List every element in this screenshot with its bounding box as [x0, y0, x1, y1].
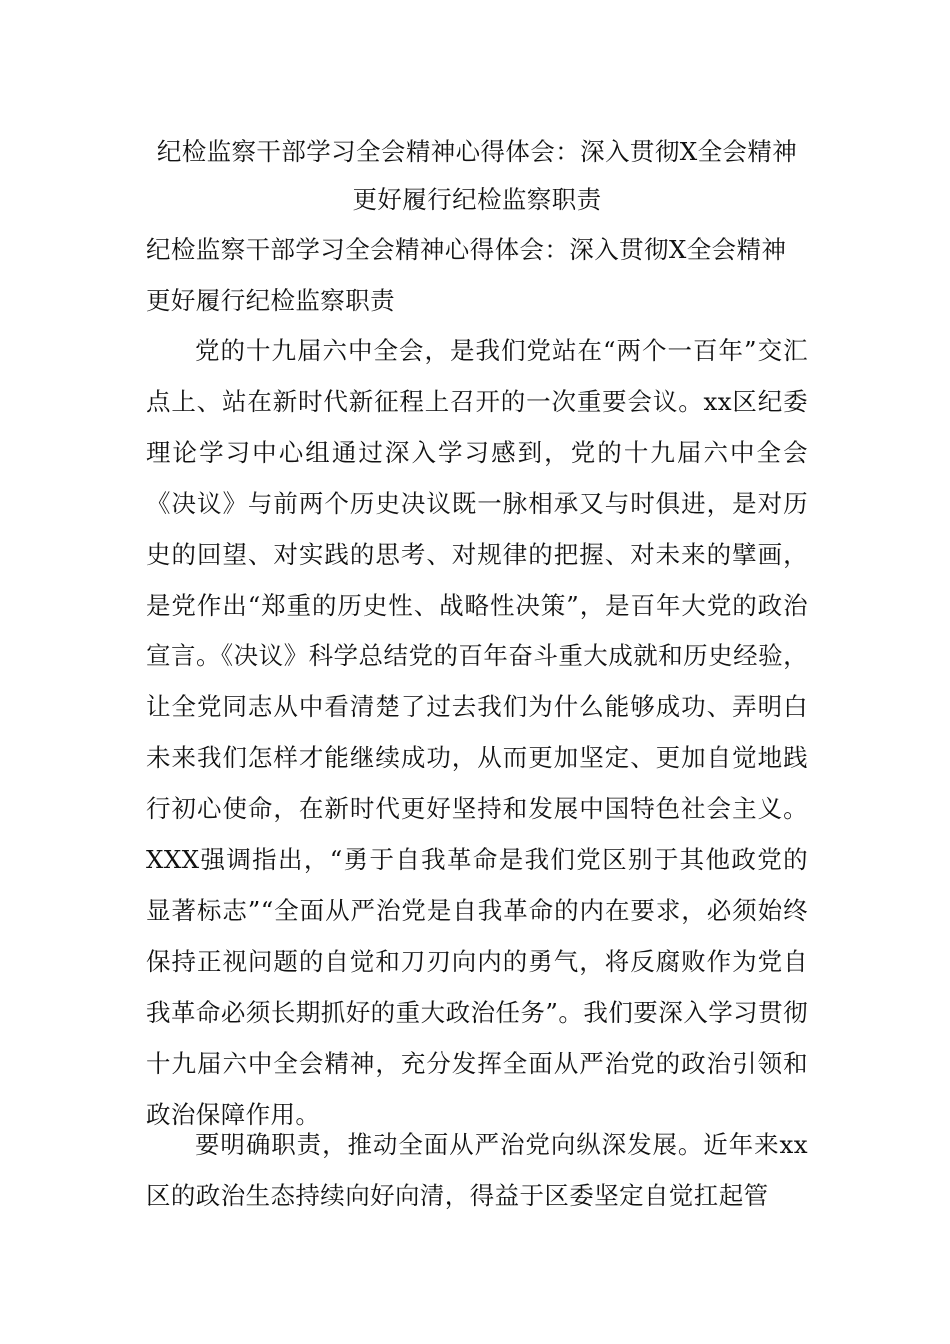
- document-heading: 纪检监察干部学习全会精神心得体会：深入贯彻X全会精神更好履行纪检监察职责: [146, 235, 787, 315]
- document-title: 纪检监察干部学习全会精神心得体会：深入贯彻X全会精神更好履行纪检监察职责: [156, 137, 798, 214]
- body-paragraph-2: 要明确职责，推动全面从严治党向纵深发展。近年来xx区的政治生态持续向好向清，得益于区委坚定自觉扛起管: [146, 1130, 808, 1210]
- body-paragraph-1: 党的十九届六中全会，是我们党站在“两个一百年”交汇点上、站在新时代新征程上召开的一次重要会议。xx区纪委理论学习中心组通过深入学习感到，党的十九届六中全会《决议》与前两个历史决议既一脉相承又与时俱进，是对历史的回望、对实践的思考、对规律的把握、对未来的擘画，是党作出“郑重的历史性、战略性决策”，是百年大党的政治宣言。《决议》科学总结党的百年奋斗重大成就和历史经验，让全党同志从中看清楚了过去我们为什么能够成功、弄明白未来我们怎样才能继续成功，从而更加坚定、更加自觉地践行初心使命，在新时代更好坚持和发展中国特色社会主义。XXX强调指出，“勇于自我革命是我们党区别于其他政党的显著标志”“全面从严治党是自我革命的内在要求，必须始终保持正视问题的自觉和刀刃向内的勇气，将反腐败作为党自我革命必须长期抓好的重大政治任务”。我们要深入学习贯彻十九届六中全会精神，充分发挥全面从严治党的政治引领和政治保障作用。: [146, 336, 808, 1129]
